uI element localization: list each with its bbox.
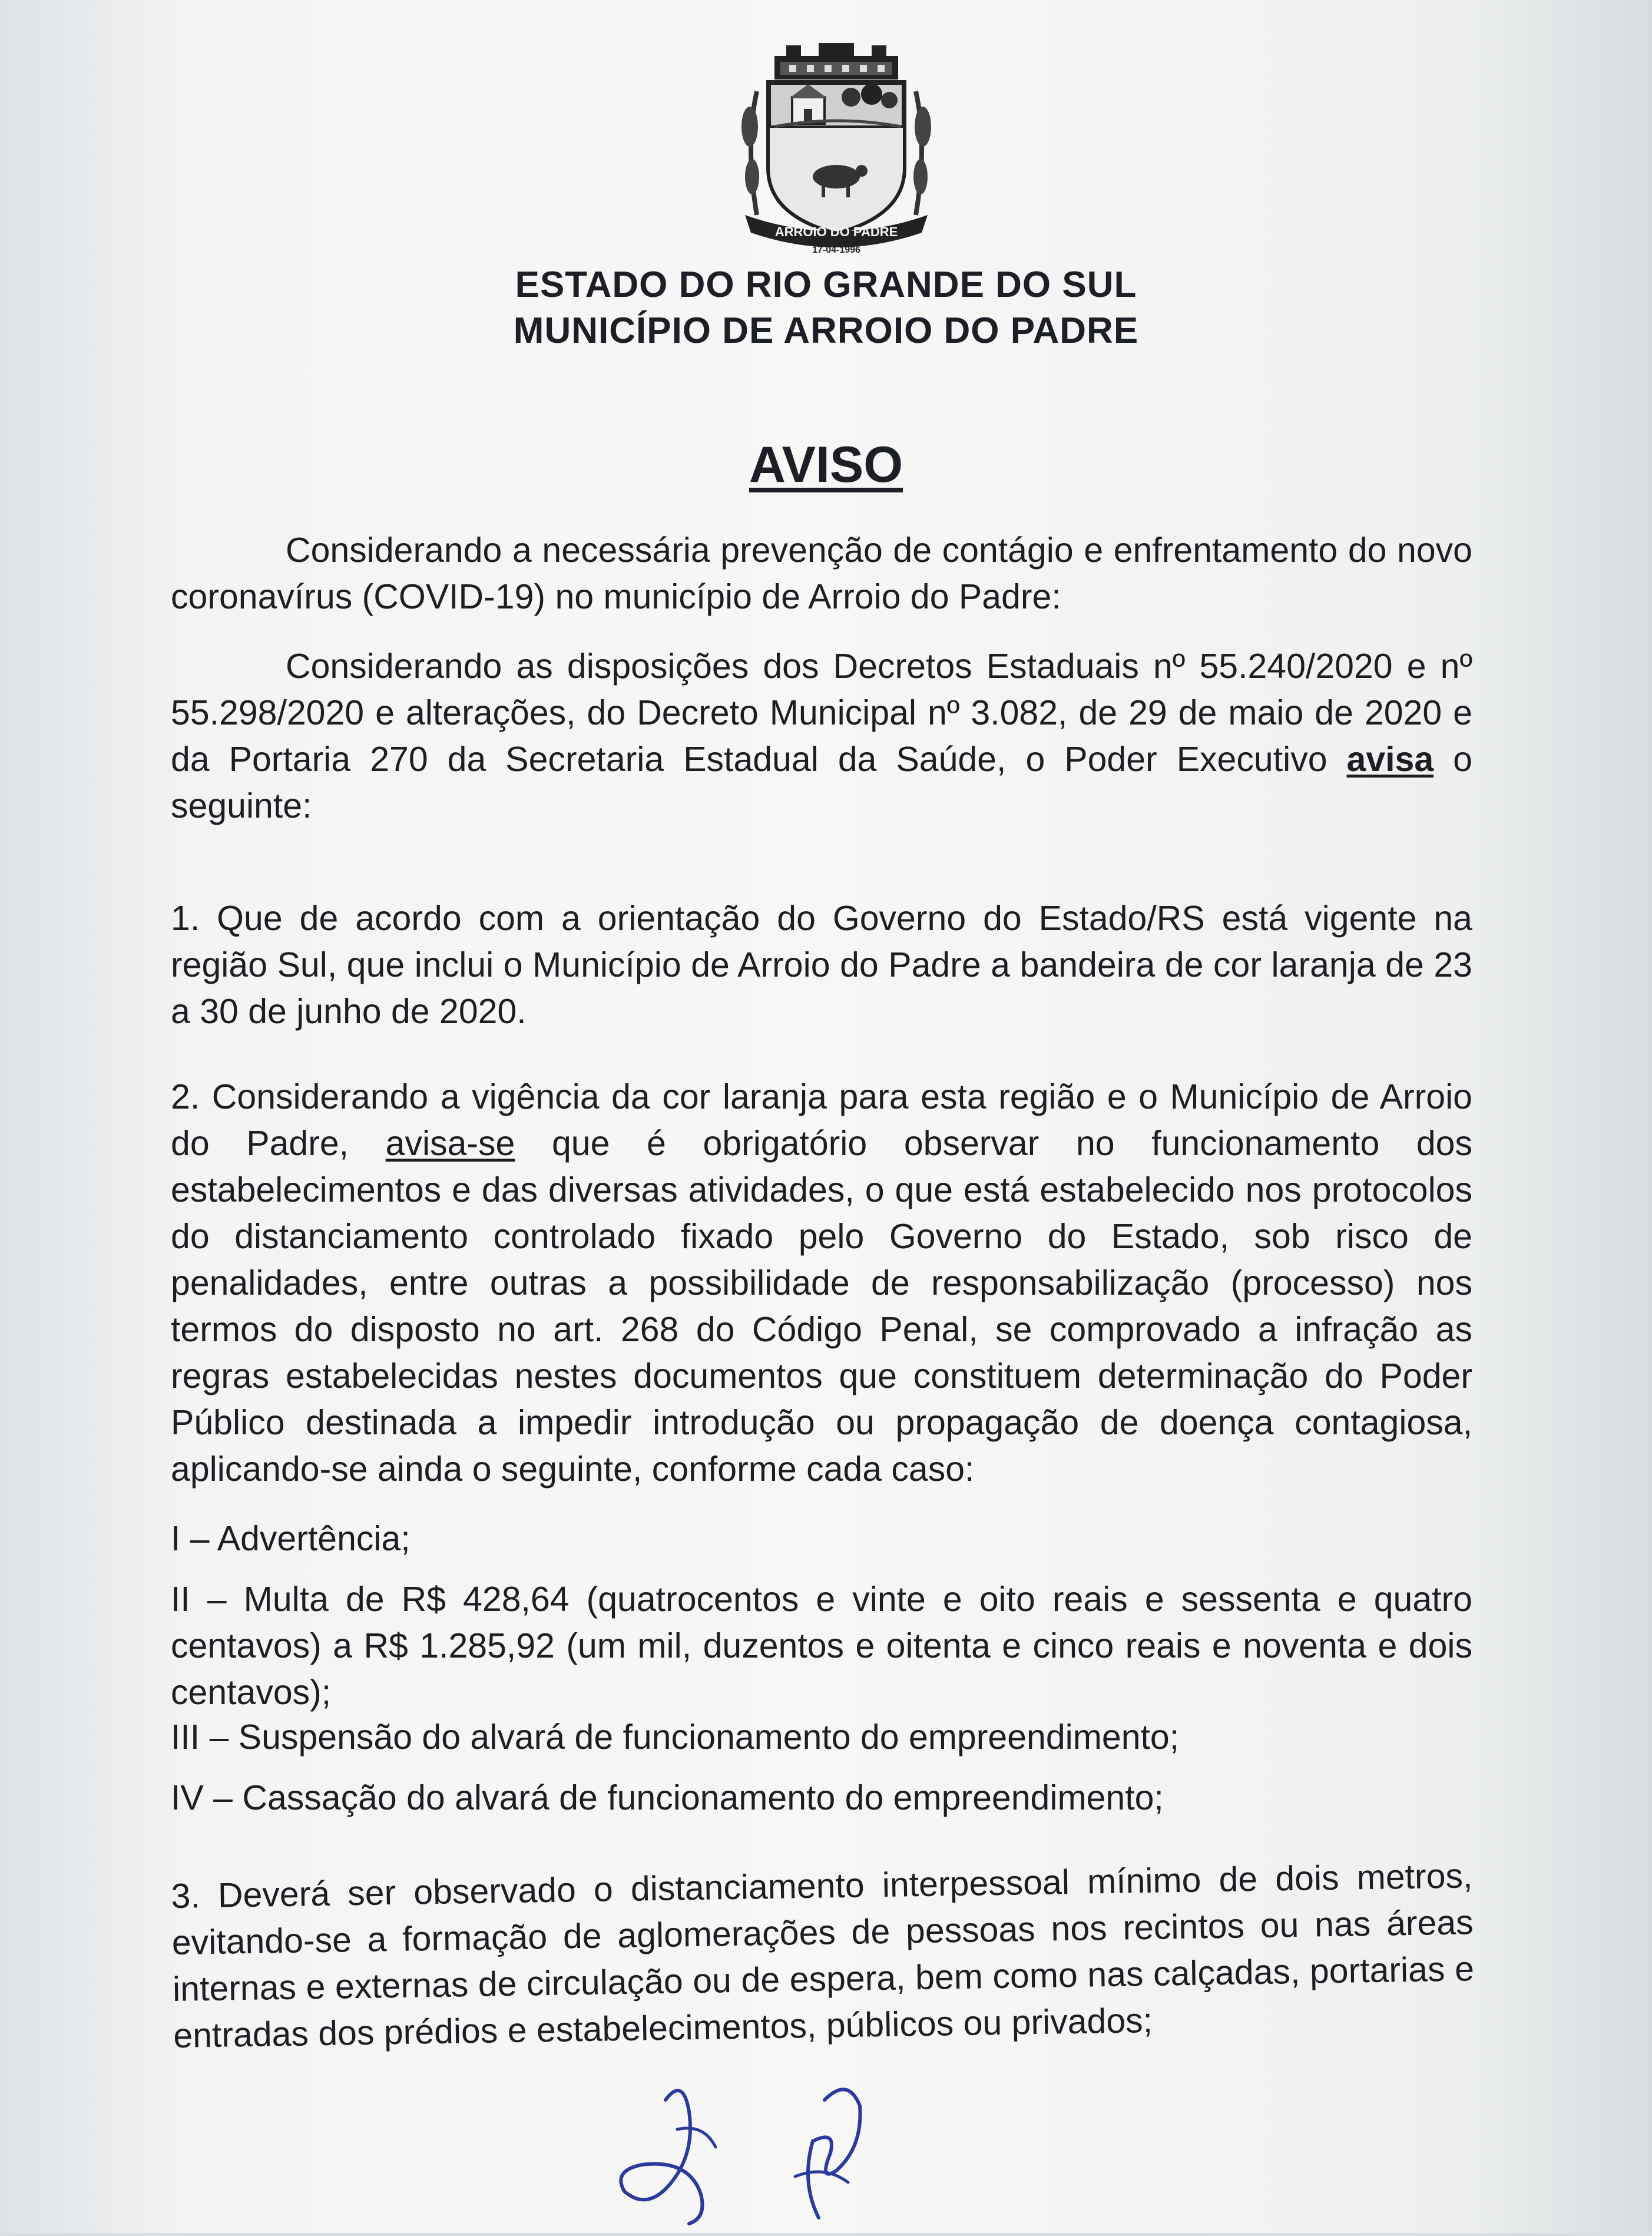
item-2-continuation: que é obrigatório observar no funcionamento dos estabelecimentos e das diversas atividades, o que está estabelecido nos protocolos do distanciamento controlado fixado pelo Governo do Estado, sob risco de penalidades, entre outras a possibilidade de responsabilização (processo) nos termos do disposto no art. 268 do Código Penal, se comprovado a infração as regras estabelecidas nestes documentos que constituem determinação do Poder Público destinada a impedir introdução ou propagação de doença contagiosa, aplicando-se ainda o seguinte, conforme cada caso: [171, 1124, 1472, 1489]
penalty-i: I – Advertência; [171, 1519, 410, 1558]
municipal-coat-of-arms [721, 38, 951, 256]
penalty-ii: II – Multa de R$ 428,64 (quatrocentos e vinte e oito reais e sessenta e quatro centavos) a R$ 1.285,92 (um mil, duzentos e oitenta e cinco reais e noventa e dois centavos); [171, 1580, 1472, 1712]
handwritten-signature [601, 2065, 931, 2233]
intro-paragraph-1: Considerando a necessária prevenção de contágio e enfrentamento do novo coronavírus (COVID-19) no município de Arroio do Padre: [171, 531, 1472, 616]
item-3: 3. Deverá ser observado o distanciamento interpessoal mínimo de dois metros, evitando-se a formação de aglomerações de pessoas nos recintos ou nas áreas internas e externas de circulação ou de espera, bem como nas calçadas, portarias e entradas dos prédios e estabelecimentos, públicos ou privados; [171, 1856, 1475, 2055]
crest-date-text: 17-04-1996 [812, 245, 860, 255]
crest-banner-text: ARROIO DO PADRE [774, 224, 898, 239]
item-2-text: 2. Considerando a vigência da cor laranja para esta região e o Município de Arroio do Padre, [171, 1077, 1472, 1163]
state-heading: ESTADO DO RIO GRANDE DO SUL [515, 264, 1137, 305]
avisa-se-emphasis: avisa-se [385, 1124, 515, 1163]
intro-paragraph-2 [171, 643, 1472, 829]
item-1: 1. Que de acordo com a orientação do Governo do Estado/RS está vigente na região Sul, que inclui o Município de Arroio do Padre a bandeira de cor laranja de 23 a 30 de junho de 2020. [171, 899, 1472, 1031]
intro-paragraph-2-end: o seguinte: [171, 740, 1472, 825]
intro-paragraph-2-text: Considerando as disposições dos Decretos Estaduais nº 55.240/2020 e nº 55.298/2020 e alterações, do Decreto Municipal nº 3.082, de 29 de maio de 2020 e da Portaria 270 da Secretaria Estadual da Saúde, o Poder Executivo [171, 647, 1472, 779]
penalty-iv: IV – Cassação do alvará de funcionamento do empreendimento; [171, 1778, 1164, 1817]
item-2 [171, 1074, 1472, 1493]
penalty-iii: III – Suspensão do alvará de funcionamento do empreendimento; [171, 1718, 1180, 1757]
avisa-emphasis: avisa [1346, 740, 1434, 779]
notice-title: AVISO [749, 436, 903, 493]
municipality-heading: MUNICÍPIO DE ARROIO DO PADRE [513, 310, 1139, 351]
